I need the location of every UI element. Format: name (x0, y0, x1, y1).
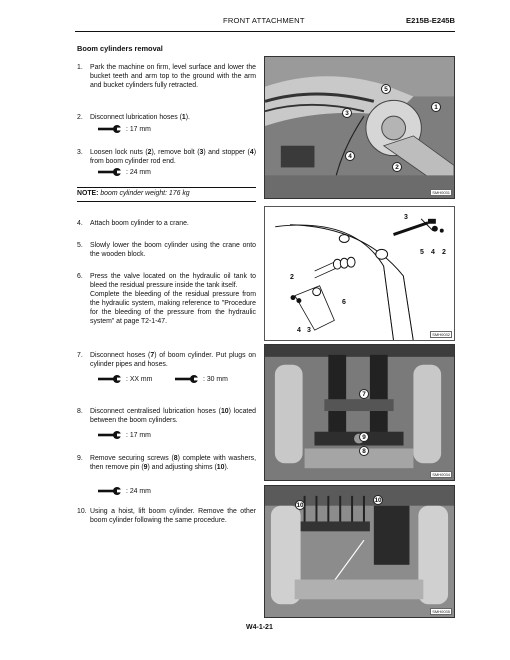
callout-5: 5 (381, 84, 391, 94)
spanner-icon (174, 374, 200, 384)
spanner-icon (97, 124, 123, 134)
step-6: 6. Press the valve located on the hydraulic oil tank to bleed the residual pressure inside the tank itself. Complete the bleeding of the residual pressure from the hydraulic system, making reference to "Procedure for the bleeding of the pressure from the hydraulic system" at page T2-1-47. (77, 273, 256, 325)
model-code: E215B-E245B (406, 16, 455, 25)
spanner-icon (97, 486, 123, 496)
photo-lubrication-hoses (264, 485, 455, 618)
part-label-4b: 4 (297, 327, 301, 334)
step-2: 2. Disconnect lubrication hoses (1). (77, 114, 190, 121)
spanner-icon (97, 167, 123, 177)
part-label-4: 4 (431, 249, 435, 256)
callout-3: 3 (342, 108, 352, 118)
part-label-5: 5 (420, 249, 424, 256)
figure-caption: SMH0035 (432, 609, 450, 614)
weight-note: NOTE: boom cylinder weight: 176 kg (77, 190, 190, 197)
section-title: FRONT ATTACHMENT (223, 16, 305, 25)
part-label-3b: 3 (307, 327, 311, 334)
part-label-3: 3 (404, 214, 408, 221)
part-label-2b: 2 (290, 274, 294, 281)
note-rule-bottom (77, 201, 256, 202)
step-1: 1. Park the machine on firm, level surface and lower the bucket teeth and arm top to the ground with the arm and bucket cylinders fully retracted. (77, 64, 256, 89)
step-3: 3. Loosen lock nuts (2), remove bolt (3) and stopper (4) from boom cylinder rod end. (77, 149, 256, 165)
step-7: 7. Disconnect hoses (7) of boom cylinder. Put plugs on cylinder pipes and hoses. (77, 352, 256, 368)
drawing-boom-cylinder-parts (264, 206, 455, 341)
spanner-icon (97, 430, 123, 440)
page-number: W4-1-21 (246, 624, 273, 631)
callout-10b: 10 (374, 497, 382, 504)
photo-boom-cylinder-rod-end (264, 56, 455, 199)
step-4: 4. Attach boom cylinder to a crane. (77, 220, 189, 227)
spanner-size-3: : 24 mm (97, 167, 151, 177)
step-8: 8. Disconnect centralised lubrication hoses (10) located between the boom cylinders. (77, 408, 256, 424)
callout-8: 8 (359, 446, 369, 456)
callout-7: 7 (359, 389, 369, 399)
photo-boom-cylinder-hoses (264, 344, 455, 481)
spanner-size-7a: : XX mm (97, 374, 152, 384)
callout-9: 9 (359, 432, 369, 442)
spanner-size-9: : 24 mm (97, 486, 151, 496)
figure-caption: SMH0031 (432, 190, 450, 195)
spanner-size-7b: : 30 mm (174, 374, 228, 384)
part-label-6: 6 (342, 299, 346, 306)
note-rule-top (77, 187, 256, 188)
procedure-title: Boom cylinders removal (77, 44, 163, 53)
step-10: 10. Using a hoist, lift boom cylinder. Remove the other boom cylinder following the same procedure. (77, 508, 256, 524)
spanner-icon (97, 374, 123, 384)
callout-2: 2 (392, 162, 402, 172)
step-9: 9. Remove securing screws (8) complete with washers, then remove pin (9) and adjusting shims (10). (77, 455, 257, 471)
page-header (75, 14, 455, 32)
spanner-size-2: : 17 mm (97, 124, 151, 134)
callout-4: 4 (345, 151, 355, 161)
callout-1: 1 (431, 102, 441, 112)
figure-caption: SMH0034 (432, 472, 450, 477)
part-label-2: 2 (442, 249, 446, 256)
figure-caption: SMH0032 (432, 332, 450, 337)
step-5: 5. Slowly lower the boom cylinder using the crane onto the wooden block. (77, 242, 256, 258)
callout-10a: 10 (296, 502, 304, 509)
spanner-size-8: : 17 mm (97, 430, 151, 440)
